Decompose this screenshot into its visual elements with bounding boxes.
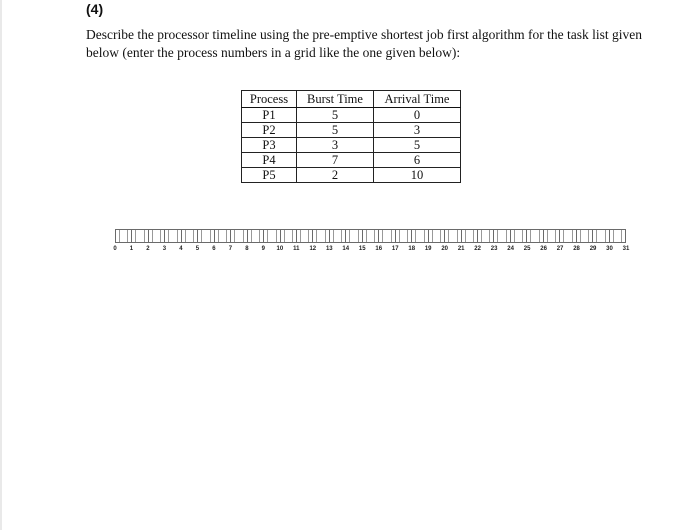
timeline-cell[interactable] [511,230,527,242]
timeline-cell[interactable] [412,230,428,242]
cell-arrival-time: 10 [374,168,461,183]
timeline-cell[interactable] [429,230,445,242]
cell-burst-time: 7 [297,153,374,168]
timeline-cell[interactable] [593,230,609,242]
timeline-tick-label: 20 [441,246,449,252]
timeline-cell[interactable] [149,230,165,242]
timeline-tick-label: 13 [325,246,333,252]
timeline-cell[interactable] [478,230,494,242]
timeline-tick-label: 8 [245,246,249,252]
timeline-cell[interactable] [231,230,247,242]
timeline-tick-label: 12 [309,246,317,252]
timeline-tick-label: 22 [474,246,481,252]
timeline-tick-label: 11 [293,246,300,252]
cell-burst-time: 5 [297,123,374,138]
timeline-tick-label: 27 [556,246,564,252]
timeline-cell[interactable] [610,230,625,242]
timeline-cell[interactable] [198,230,214,242]
timeline-tick-label: 31 [622,246,630,252]
table-row [242,123,461,138]
timeline-tick-label: 9 [261,246,266,252]
timeline-cell[interactable] [494,230,510,242]
timeline-cell[interactable] [182,230,198,242]
cell-arrival-time: 6 [374,153,461,168]
timeline-tick-label: 4 [179,246,183,252]
timeline-cell[interactable] [346,230,362,242]
timeline-tick-label: 30 [606,246,613,252]
timeline-tick-label: 26 [540,246,547,252]
cell-arrival-time: 0 [374,108,461,123]
table-header-row [242,91,461,108]
timeline-cell[interactable] [297,230,313,242]
timeline-tick-label: 14 [342,246,350,252]
cell-arrival-time: 5 [374,138,461,153]
timeline-cell[interactable] [116,230,132,242]
timeline-tick-label: 21 [457,246,465,252]
timeline-cell[interactable] [560,230,576,242]
timeline-cell[interactable] [379,230,395,242]
table-row [242,108,461,123]
timeline-cell[interactable] [363,230,379,242]
timeline-cell[interactable] [264,230,280,242]
table-row [242,138,461,153]
timeline-tick-label: 6 [212,246,216,252]
timeline-tick-label: 16 [375,246,383,252]
timeline-cell[interactable] [462,230,478,242]
timeline-cell[interactable] [544,230,560,242]
timeline-grid [115,229,626,243]
timeline-cell[interactable] [165,230,181,242]
question-prompt: Describe the processor timeline using the pre-emptive shortest job first algorithm for the task list given below (enter the process numbers in a grid like the one given below): [86,27,642,60]
header-process: Process [242,91,297,108]
table-row [242,168,461,183]
timeline-cell[interactable] [577,230,593,242]
cell-burst-time: 5 [297,108,374,123]
task-table [241,90,461,183]
cell-process: P3 [242,138,297,153]
cell-process: P1 [242,108,297,123]
timeline-tick-labels [0,246,700,258]
timeline-cell[interactable] [396,230,412,242]
timeline-tick-label: 2 [146,246,150,252]
timeline-tick-label: 0 [113,246,117,252]
timeline-tick-label: 15 [358,246,366,252]
timeline-tick-label: 18 [408,246,416,252]
header-arrival-time: Arrival Time [374,91,461,108]
cell-process: P2 [242,123,297,138]
header-burst-time: Burst Time [297,91,374,108]
timeline-tick-label: 29 [589,246,597,252]
cell-arrival-time: 3 [374,123,461,138]
cell-process: P5 [242,168,297,183]
timeline-tick-label: 28 [573,246,580,252]
timeline-tick-label: 7 [228,246,233,252]
cell-burst-time: 3 [297,138,374,153]
timeline-cell[interactable] [248,230,264,242]
timeline-cell[interactable] [281,230,297,242]
cell-process: P4 [242,153,297,168]
timeline-tick-label: 1 [129,246,134,252]
timeline-cell[interactable] [215,230,231,242]
question-number: (4) [86,1,104,17]
page-edge [0,0,2,530]
cell-burst-time: 2 [297,168,374,183]
timeline-tick-label: 23 [490,246,498,252]
timeline-cell[interactable] [330,230,346,242]
timeline-tick-label: 25 [523,246,531,252]
timeline-cell[interactable] [313,230,329,242]
timeline-tick-label: 17 [391,246,399,252]
timeline-tick-label: 24 [507,246,514,252]
timeline-tick-label: 10 [276,246,284,252]
table-row [242,153,461,168]
timeline-cell[interactable] [132,230,148,242]
timeline-tick-label: 5 [195,246,200,252]
timeline-cell[interactable] [445,230,461,242]
timeline-cell[interactable] [527,230,543,242]
timeline-tick-label: 3 [162,246,167,252]
timeline-tick-label: 19 [424,246,432,252]
